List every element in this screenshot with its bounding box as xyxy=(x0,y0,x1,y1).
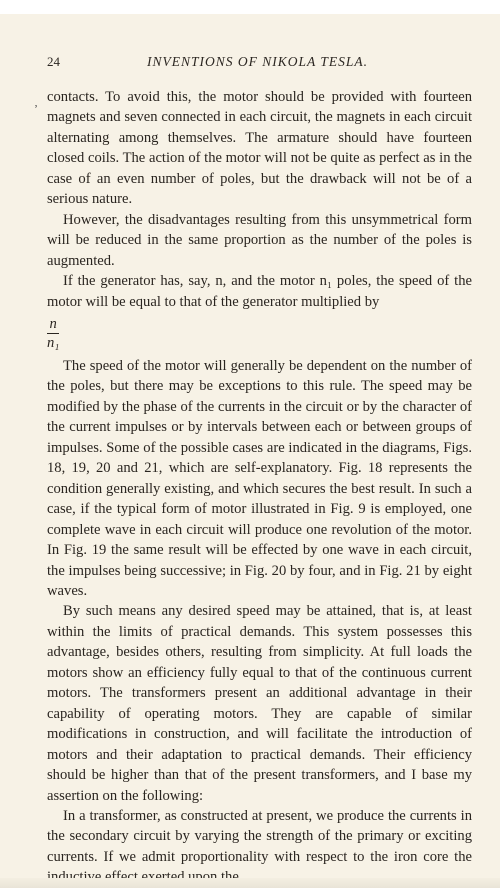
page-number: 24 xyxy=(47,54,60,69)
fraction-numerator: n xyxy=(47,316,59,334)
margin-mark: ‚ xyxy=(34,95,38,109)
running-title: INVENTIONS OF NIKOLA TESLA. xyxy=(147,54,369,69)
paragraph-1: contacts. To avoid this, the motor should be provided with fourteen magnets and seven connected in each circuit, the magnets in each circuit alternating among themselves. The armature should have fourteen closed coils. The action of the motor will not be quite as perfect as in the case of an even number of poles, but the drawback will not be of a serious nature. xyxy=(47,89,472,208)
body-text xyxy=(47,87,472,888)
paragraph-5: By such means any desired speed may be attained, that is, at least within the limits of practical demands. This system possesses this advantage, besides others, resulting from simplicity. At full loads the motors show an efficiency fully equal to that of the continuous current motors. The transformers present an additional advantage in their capability of operating motors. They are capable of similar modifications in construction, and will facilitate the introduction of motors and their adaptation to practical demands. Their efficiency should be higher than that of the present transformers, and I base my assertion on the following: xyxy=(47,603,472,804)
page-top-edge xyxy=(0,0,500,14)
page-header xyxy=(47,54,472,76)
speed-ratio-fraction xyxy=(47,316,59,351)
fraction-denominator: n₁ xyxy=(47,334,60,351)
paragraph-6: In a transformer, as constructed at present, we produce the currents in the secondary circuit by varying the strength of the primary or exciting currents. If we admit proportionality with respect to the iron core the xyxy=(47,807,472,865)
paragraph-2: However, the disadvantages resulting from this unsymmetrical form will be reduced in the same proportion as the number of the poles is augmented. xyxy=(47,211,472,269)
page-bottom-edge xyxy=(0,878,500,888)
paragraph-3: If the generator has, say, n, and the motor n₁ poles, the speed of the motor will be equal to that of the generator multiplied by xyxy=(47,273,472,310)
paragraph-4: The speed of the motor will generally be dependent on the number of the poles, but there may be exceptions to this rule. The speed may be modified by the phase of the currents in the circuit or by the character of the current impulses or by intervals between each or between groups of impulses. Some of the possible cases are indicated in the diagrams, Figs. 18, 19, 20 and 21, which are self-explanatory. Fig. 18 represents the condition generally existing, and which secures the best result. In such a case, if the typical form of motor illustrated in Fig. 9 is employed, one complete wave in each circuit will produce one revolution of the motor. In Fig. 19 the same result will be effected by one wave in each circuit, the impulses being successive; in Fig. 20 by four, and in Fig. 21 by eight waves. xyxy=(47,357,472,599)
